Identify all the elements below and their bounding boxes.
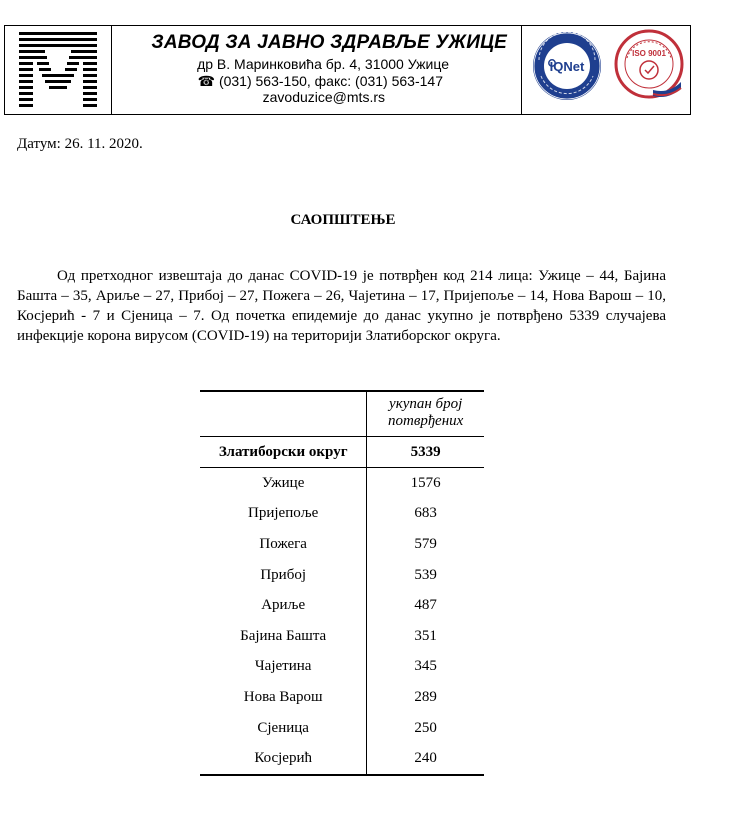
table-cell-confirmed-count: 539 [414, 566, 437, 583]
table-cell-confirmed-count: 240 [414, 750, 437, 767]
table-cell-confirmed-count: 579 [414, 535, 437, 552]
table-row [200, 652, 484, 683]
certification-logos [521, 26, 690, 114]
table-cell-municipality: Нова Варош [200, 682, 367, 713]
table-header-total-confirmed-label: укупан број потврђених [388, 396, 464, 429]
table-row [200, 713, 484, 744]
institute-logo [5, 26, 112, 114]
table-row [200, 468, 484, 499]
institute-phone: (031) 563-150, факс: (031) 563-147 [218, 73, 443, 89]
document-heading [0, 212, 742, 229]
table-cell-municipality: Пожега [200, 529, 367, 560]
heading-text: САОПШТЕЊЕ [290, 212, 396, 228]
table-row [200, 529, 484, 560]
table-total-value: 5339 [410, 443, 441, 460]
svg-text:IQNet: IQNet [549, 59, 585, 74]
table-cell-municipality: Бајина Башта [200, 621, 367, 652]
table-cell-confirmed-count: 345 [414, 658, 437, 675]
table-cell-confirmed-count: 250 [414, 719, 437, 736]
institute-phone-line [198, 73, 443, 90]
svg-text:ISO 9001: ISO 9001 [632, 49, 666, 58]
institute-name: ЗАВОД ЗА ЈАВНО ЗДРАВЉЕ УЖИЦЕ [151, 32, 507, 53]
table-row [200, 560, 484, 591]
table-cell-confirmed-count: 487 [414, 597, 437, 614]
iso-9001-certified-seal-icon [613, 28, 685, 104]
table-cell-municipality: Сјеница [200, 713, 367, 744]
iqnet-certified-seal-icon [531, 30, 603, 102]
table-cell-municipality: Косјерић [200, 743, 367, 775]
announcement-paragraph: Од претходног извештаја до данас COVID-19 је потврђен код 214 лица: Ужице – 44, Бајина Башта – 35, Ариље – 27, Прибој – 27, Пожега – 26, Чајетина – 17, Пријепоље – 14, Нова Варош – 10, Косјерић - 7 и Сјеница – 7. Од почетка епидемије до данас укупно је потврђено 5339 случајева инфекције корона вирусом (COVID-19) на територији Златиборског округа. [17, 268, 666, 344]
table-row [200, 682, 484, 713]
table-row [200, 743, 484, 775]
telephone-icon: ☎ [197, 73, 216, 89]
document-date: Датум: 26. 11. 2020. [17, 136, 143, 152]
table-cell-municipality: Пријепоље [200, 499, 367, 530]
table-total-name: Златиборски округ [200, 437, 367, 468]
table-row [200, 621, 484, 652]
table-header-row [200, 391, 484, 437]
institute-info [111, 26, 522, 114]
table-cell-municipality: Ариље [200, 590, 367, 621]
table-row [200, 590, 484, 621]
table-cell-confirmed-count: 289 [414, 688, 437, 705]
striped-v-logo-icon [15, 28, 101, 112]
table-row [200, 499, 484, 530]
letterhead [4, 25, 691, 115]
table-total-row [200, 437, 484, 468]
table-header-region [200, 391, 367, 437]
institute-address: др В. Маринковића бр. 4, 31000 Ужице [197, 56, 449, 72]
institute-email: zavoduzice@mts.rs [262, 89, 385, 105]
table-header-total-confirmed [367, 391, 484, 437]
table-cell-confirmed-count: 683 [414, 505, 437, 522]
table-cell-confirmed-count: 351 [414, 627, 437, 644]
table-cell-confirmed-count: 1576 [410, 474, 441, 491]
table-cell-municipality: Чајетина [200, 652, 367, 683]
table-cell-municipality: Ужице [200, 468, 367, 499]
cases-table [200, 390, 484, 776]
table-cell-municipality: Прибој [200, 560, 367, 591]
